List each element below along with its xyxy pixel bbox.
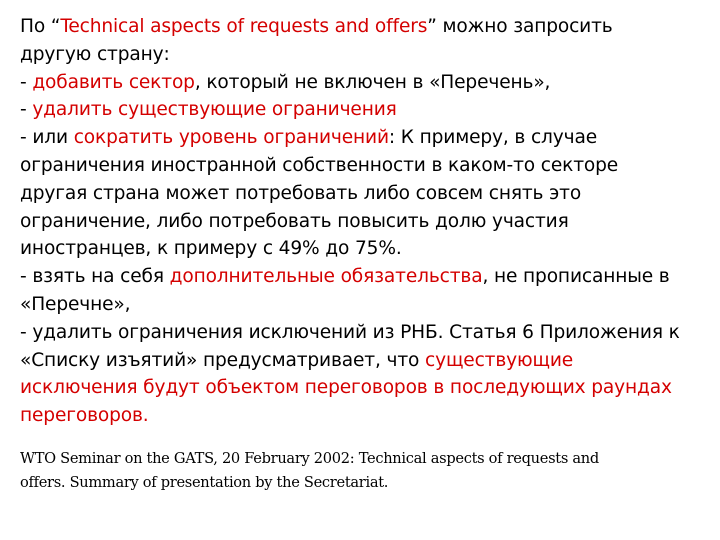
text-line [20, 402, 720, 430]
text-segment: другую страну: [20, 43, 170, 65]
text-segment: - взять на себя [20, 266, 170, 288]
text-segment: , не прописанные в [482, 266, 670, 288]
text-segment: другая страна может потребовать либо совсем снять это [20, 182, 582, 204]
text-segment: «Списку изъятий» предусматривает, что [20, 349, 426, 371]
text-segment: ограничение, либо потребовать повысить долю участия [20, 210, 569, 232]
highlighted-text: Technical aspects of requests and offers [60, 16, 428, 37]
highlighted-text: дополнительные обязательства [169, 266, 483, 288]
text-line [20, 291, 720, 319]
text-segment: ” можно запросить [427, 16, 613, 37]
text-segment: По “ [20, 16, 61, 37]
highlighted-text: существующие [425, 349, 574, 371]
text-segment: , который не включен в «Перечень», [194, 71, 551, 93]
text-line [20, 235, 720, 263]
text-line [20, 152, 720, 180]
slide-body-text [20, 13, 720, 430]
text-segment: «Перечне», [20, 293, 131, 315]
highlighted-text: исключения будут объектом переговоров в последующих раундах [20, 377, 672, 399]
highlighted-text: добавить сектор [32, 71, 195, 93]
highlighted-text: сократить уровень ограничений [73, 127, 389, 149]
text-line [20, 180, 720, 208]
text-line [20, 124, 720, 152]
text-line [20, 96, 720, 124]
text-segment: иностранцев, к примеру с 49% до 75%. [20, 238, 402, 260]
text-line [20, 41, 720, 69]
text-segment: : К примеру, в случае [388, 127, 597, 149]
text-line [20, 347, 720, 375]
source-line: offers. Summary of presentation by the Secretariat. [20, 473, 389, 491]
text-line [20, 13, 720, 41]
text-segment: - удалить ограничения исключений из РНБ. Статья 6 Приложения к [20, 321, 680, 343]
text-segment: ограничения иностранной собственности в каком-то секторе [20, 154, 619, 176]
text-line [20, 69, 720, 97]
highlighted-text: удалить существующие ограничения [32, 99, 397, 121]
text-line [20, 319, 720, 347]
source-citation [20, 447, 710, 494]
source-line: WTO Seminar on the GATS, 20 February 2002: Technical aspects of requests and [20, 450, 599, 467]
text-segment: - [20, 99, 33, 121]
highlighted-text: переговоров. [20, 405, 149, 427]
text-segment: - или [20, 127, 74, 149]
text-line [20, 263, 720, 291]
text-line [20, 374, 720, 402]
text-line [20, 208, 720, 236]
text-segment: - [20, 71, 33, 93]
